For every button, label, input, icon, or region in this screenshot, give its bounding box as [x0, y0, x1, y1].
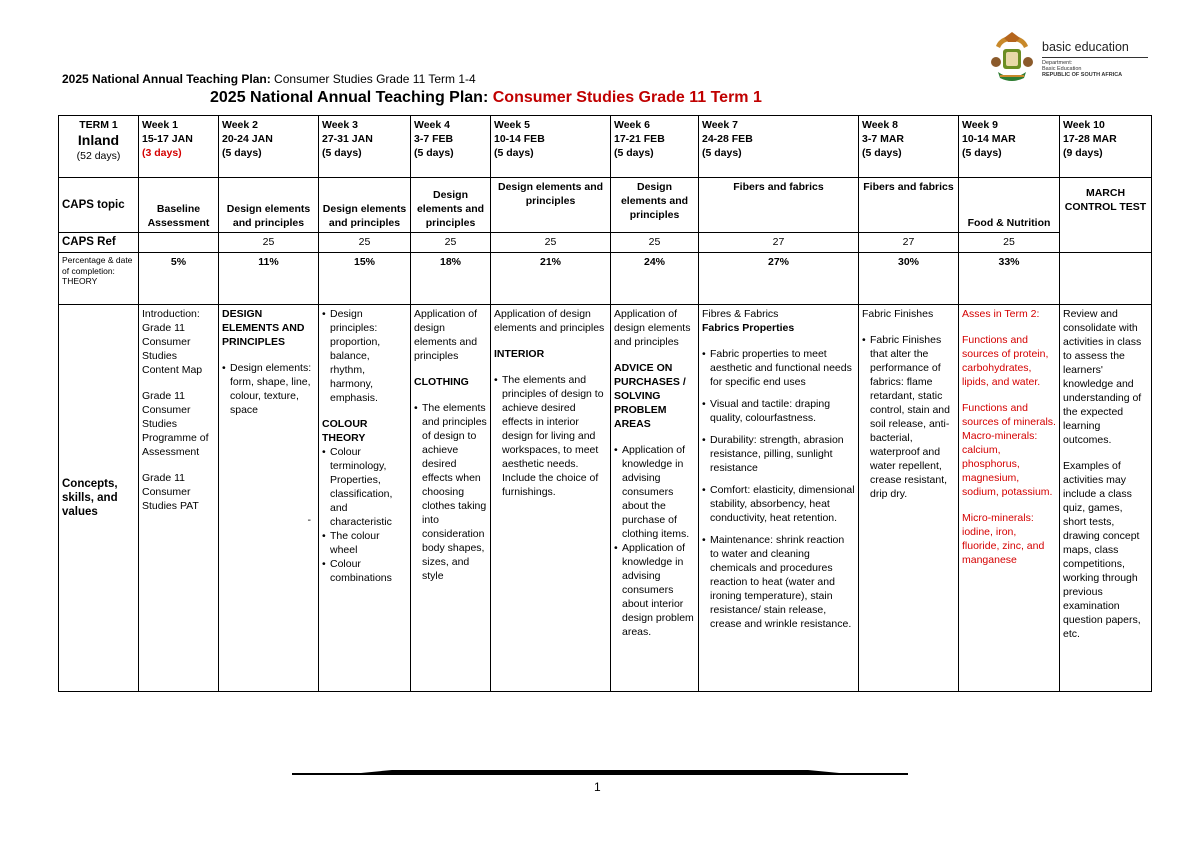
- week-label: Week 2: [222, 119, 258, 131]
- week-dates: 3-7 FEB: [414, 133, 454, 145]
- pct-w1: 5%: [139, 253, 219, 305]
- w6-heading: ADVICE ON PURCHASES / SOLVING PROBLEM AREAS: [614, 362, 686, 430]
- concepts-w10: [1060, 305, 1152, 692]
- week-days: (5 days): [702, 147, 742, 159]
- teaching-plan-table: [58, 115, 1152, 692]
- w9-micro: Micro-minerals: iodine, iron, fluoride, zinc, and manganese: [962, 512, 1045, 566]
- caps-ref-w3: 25: [319, 233, 411, 253]
- concepts-w4: [411, 305, 491, 692]
- week-dates: 24-28 FEB: [702, 133, 753, 145]
- week-label: Week 5: [494, 119, 530, 131]
- w7-title: Fibres & Fabrics: [702, 308, 779, 320]
- w6-bullet: • Application of knowledge in advising consumers about interior design problem areas.: [614, 541, 695, 639]
- running-header-bold: 2025 National Annual Teaching Plan:: [62, 72, 271, 86]
- pct-w5: 21%: [491, 253, 611, 305]
- week-dates: 17-28 MAR: [1063, 133, 1117, 145]
- pct-w10: [1060, 253, 1152, 305]
- week-4-header: [411, 116, 491, 178]
- page-title: [210, 89, 762, 107]
- pct-w6: 24%: [611, 253, 699, 305]
- page-title-black: 2025 National Annual Teaching Plan:: [210, 89, 493, 106]
- caps-ref-w6: 25: [611, 233, 699, 253]
- week-dates: 10-14 FEB: [494, 133, 545, 145]
- w2-dash: -: [307, 514, 311, 526]
- running-header: [62, 72, 476, 86]
- w7-bullet: • Durability: strength, abrasion resistance, pilling, sunlight resistance: [702, 433, 855, 475]
- pct-w3: 15%: [319, 253, 411, 305]
- page-number: 1: [594, 780, 601, 794]
- caps-ref-w2: 25: [219, 233, 319, 253]
- week-dates: 27-31 JAN: [322, 133, 373, 145]
- pct-w7: 27%: [699, 253, 859, 305]
- logo-dept-line: Department:: [1042, 60, 1073, 66]
- concepts-label: Concepts, skills, and values: [59, 305, 139, 692]
- w7-bullet: • Comfort: elasticity, dimensional stability, absorbency, heat conductivity, heat retention.: [702, 483, 855, 525]
- w8-title: Fabric Finishes: [862, 308, 934, 320]
- week-label: Week 4: [414, 119, 450, 131]
- percentage-label: Percentage & date of completion: THEORY: [59, 253, 139, 305]
- week-days: (5 days): [962, 147, 1002, 159]
- caps-topic-w8: Fibers and fabrics: [859, 178, 959, 233]
- week-dates: 17-21 FEB: [614, 133, 665, 145]
- concepts-w8: [859, 305, 959, 692]
- caps-topic-w4: Design elements and principles: [411, 178, 491, 233]
- w2-heading: DESIGN ELEMENTS AND PRINCIPLES: [222, 308, 305, 348]
- w3-bullet: • Colour combinations: [322, 557, 407, 585]
- concepts-w7: [699, 305, 859, 692]
- week-dates: 15-17 JAN: [142, 133, 193, 145]
- week-label: Week 3: [322, 119, 358, 131]
- w9-asses: Asses in Term 2:: [962, 308, 1040, 320]
- w3-bullet: • Design principles: proportion, balance, rhythm, harmony, emphasis.: [322, 307, 407, 405]
- week-2-header: [219, 116, 319, 178]
- department-logo: [990, 32, 1160, 84]
- logo-country: REPUBLIC OF SOUTH AFRICA: [1042, 72, 1123, 78]
- w4-intro: Application of design elements and principles: [414, 308, 478, 362]
- w4-heading: CLOTHING: [414, 376, 469, 388]
- week-label: Week 10: [1063, 119, 1105, 131]
- concepts-w3: [319, 305, 411, 692]
- w9-protein: Functions and sources of protein, carbohydrates, lipids, and water.: [962, 334, 1049, 388]
- caps-topic-w5: Design elements and principles: [491, 178, 611, 233]
- week-days: (5 days): [614, 147, 654, 159]
- w6-bullet: • Application of knowledge in advising consumers about the purchase of clothing items.: [614, 443, 695, 541]
- w5-heading: INTERIOR: [494, 348, 545, 360]
- week-10-header: [1060, 116, 1152, 178]
- w7-bullet: • Maintenance: shrink reaction to water and cleaning chemicals and procedures reaction to heat (water and ironing temperature), stain resistance/ stain release, crease and wrinkle resistance.: [702, 533, 855, 631]
- caps-ref-w5: 25: [491, 233, 611, 253]
- logo-rule: [1042, 57, 1148, 58]
- caps-topic-row: [59, 178, 1152, 233]
- w7-bullet: • Visual and tactile: draping quality, colourfastness.: [702, 397, 855, 425]
- w1-line: Introduction:: [142, 308, 200, 320]
- percentage-row: [59, 253, 1152, 305]
- week-label: Week 6: [614, 119, 650, 131]
- week-6-header: [611, 116, 699, 178]
- running-header-rest: Consumer Studies Grade 11 Term 1-4: [270, 72, 476, 86]
- week-days: (9 days): [1063, 147, 1103, 159]
- caps-topic-w10: MARCH CONTROL TEST: [1060, 178, 1152, 253]
- week-7-header: [699, 116, 859, 178]
- coat-of-arms-icon: [990, 32, 1034, 84]
- caps-ref-w1: [139, 233, 219, 253]
- term-label: TERM 1: [79, 119, 118, 131]
- week-label: Week 1: [142, 119, 178, 131]
- w7-bullet: • Fabric properties to meet aesthetic and functional needs for specific end uses: [702, 347, 855, 389]
- logo-brand-text: basic education: [1042, 40, 1129, 54]
- caps-topic-w9: Food & Nutrition: [959, 178, 1060, 233]
- w8-bullet: • Fabric Finishes that alter the performance of fabrics: flame retardant, static control, stain and soil release, anti-bacterial, waterproof and water repellent, crease resistant, drip dry.: [862, 333, 955, 501]
- week-3-header: [319, 116, 411, 178]
- w10-review: Review and consolidate with activities in class to assess the learners' knowledge and understanding of the expected learning outcomes.: [1063, 308, 1142, 446]
- concepts-w9: [959, 305, 1060, 692]
- week-days: (5 days): [222, 147, 262, 159]
- footer-rule: [292, 773, 908, 775]
- caps-topic-w1: Baseline Assessment: [139, 178, 219, 233]
- caps-topic-w6: Design elements and principles: [611, 178, 699, 233]
- caps-topic-label: CAPS topic: [59, 178, 139, 233]
- week-dates: 20-24 JAN: [222, 133, 273, 145]
- w9-minerals: Functions and sources of minerals.: [962, 402, 1056, 428]
- w3-heading: COLOUR THEORY: [322, 418, 368, 444]
- page-title-red: Consumer Studies Grade 11 Term 1: [492, 89, 762, 106]
- logo-dept-name: Basic Education: [1042, 66, 1082, 72]
- w9-macro: Macro-minerals: calcium, phosphorus, magnesium, sodium, potassium.: [962, 430, 1053, 498]
- week-days: (5 days): [322, 147, 362, 159]
- w7-subtitle: Fabrics Properties: [702, 322, 795, 334]
- caps-topic-w2: Design elements and principles: [219, 178, 319, 233]
- caps-ref-w9: 25: [959, 233, 1060, 253]
- caps-ref-w4: 25: [411, 233, 491, 253]
- w1-line: Grade 11 Consumer Studies PAT: [142, 472, 199, 512]
- week-days: (5 days): [414, 147, 454, 159]
- concepts-row: [59, 305, 1152, 692]
- week-label: Week 8: [862, 119, 898, 131]
- w4-bullet: • The elements and principles of design to achieve desired effects when choosing clothes taking into consideration body shapes, sizes, and style: [414, 401, 487, 583]
- week-label: Week 7: [702, 119, 738, 131]
- concepts-w1: [139, 305, 219, 692]
- pct-w9: 33%: [959, 253, 1060, 305]
- week-days: (5 days): [494, 147, 534, 159]
- term-region: Inland: [77, 132, 120, 148]
- week-dates: 10-14 MAR: [962, 133, 1016, 145]
- concepts-w2: [219, 305, 319, 692]
- week-5-header: [491, 116, 611, 178]
- caps-ref-w7: 27: [699, 233, 859, 253]
- caps-ref-row: [59, 233, 1152, 253]
- week-days: (5 days): [862, 147, 902, 159]
- w5-intro: Application of design elements and principles: [494, 308, 605, 334]
- w1-line: Grade 11 Consumer Studies Content Map: [142, 322, 203, 376]
- week-8-header: [859, 116, 959, 178]
- week-1-header: [139, 116, 219, 178]
- w1-line: Grade 11 Consumer Studies Programme of Assessment: [142, 390, 209, 458]
- week-days: (3 days): [142, 147, 182, 159]
- w3-bullet: • Colour terminology, Properties, classification, and characteristic: [322, 445, 407, 529]
- term-days: (52 days): [76, 150, 121, 162]
- w10-examples: Examples of activities may include a class quiz, games, short tests, drawing concept maps, class competitions, working through previous examination question papers, etc.: [1063, 460, 1141, 640]
- caps-topic-w7: Fibers and fabrics: [699, 178, 859, 233]
- caps-ref-label: CAPS Ref: [59, 233, 139, 253]
- week-9-header: [959, 116, 1060, 178]
- concepts-w6: [611, 305, 699, 692]
- concepts-w5: [491, 305, 611, 692]
- w5-bullet: • The elements and principles of design to achieve desired effects in interior design for living and workspaces, to meet aesthetic needs. Include the choice of furnishings.: [494, 373, 607, 499]
- week-label: Week 9: [962, 119, 998, 131]
- term-cell: [59, 116, 139, 178]
- w2-bullet: • Design elements: form, shape, line, colour, texture, space: [222, 361, 315, 417]
- caps-ref-w8: 27: [859, 233, 959, 253]
- w6-intro: Application of design elements and principles: [614, 308, 691, 348]
- pct-w2: 11%: [219, 253, 319, 305]
- week-dates: 3-7 MAR: [862, 133, 905, 145]
- caps-topic-w3: Design elements and principles: [319, 178, 411, 233]
- pct-w8: 30%: [859, 253, 959, 305]
- week-header-row: [59, 116, 1152, 178]
- w3-bullet: • The colour wheel: [322, 529, 407, 557]
- pct-w4: 18%: [411, 253, 491, 305]
